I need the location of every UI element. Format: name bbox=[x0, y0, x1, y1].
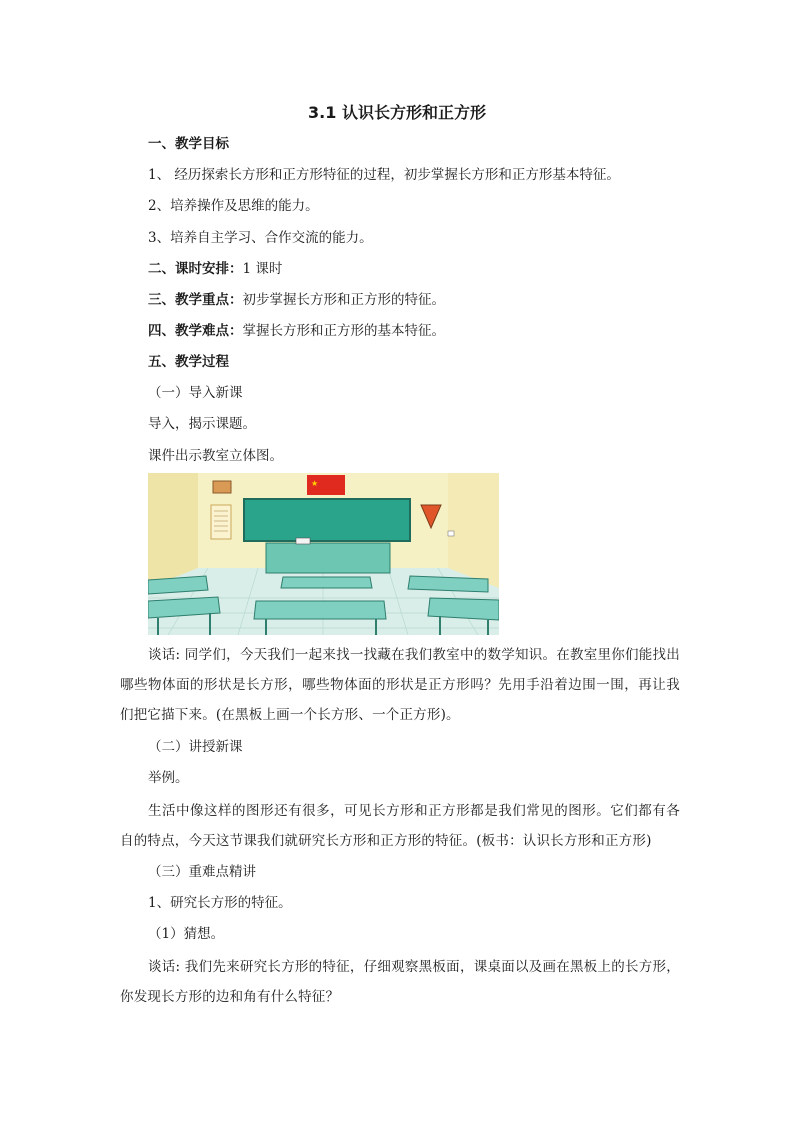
page-title: 3.1 认识长方形和正方形 bbox=[308, 103, 486, 122]
step3-heading: （三）重难点精讲 bbox=[148, 864, 256, 880]
teacher-desk bbox=[266, 543, 390, 573]
clock-frame bbox=[213, 481, 231, 493]
step1-line-1: 导入，揭示课题。 bbox=[148, 416, 256, 432]
blackboard bbox=[244, 499, 410, 541]
focus-value: 初步掌握长方形和正方形的特征。 bbox=[242, 292, 445, 308]
flag-star-icon: ★ bbox=[311, 479, 319, 488]
schedule-line bbox=[148, 259, 282, 279]
light-switch bbox=[448, 531, 454, 536]
goal-item-1: 1、 经历探索长方形和正方形特征的过程，初步掌握长方形和正方形基本特征。 bbox=[148, 167, 620, 183]
schedule-label: 二、课时安排： bbox=[148, 261, 243, 277]
process-heading: 五、教学过程 bbox=[148, 354, 229, 370]
goal-heading: 一、教学目标 bbox=[148, 136, 229, 152]
step3-line-2: （1）猜想。 bbox=[148, 926, 225, 942]
difficulty-line bbox=[148, 321, 445, 341]
step2-line-1: 举例。 bbox=[148, 770, 189, 786]
schedule-value: 1 课时 bbox=[242, 261, 283, 277]
focus-line bbox=[148, 290, 445, 310]
talk-paragraph-1: 谈话: 同学们，今天我们一起来找一找藏在我们教室中的数学知识。在教室里你们能找出哪些物体面的形状是长方形，哪些物体面的形状是正方形吗？先用手沿着边围一围，再让我们把它描下来。(在黑板上画一个长方形、一个正方形)。 bbox=[120, 647, 680, 723]
talk-paragraph-3: 谈话: 我们先来研究长方形的特征，仔细观察黑板面，课桌面以及画在黑板上的长方形，你发现长方形的边和角有什么特征？ bbox=[120, 959, 680, 1005]
left-wall bbox=[148, 473, 198, 588]
desk-box bbox=[296, 538, 310, 544]
difficulty-label: 四、教学难点： bbox=[148, 323, 243, 339]
focus-label: 三、教学重点： bbox=[148, 292, 243, 308]
talk-paragraph-2: 生活中像这样的图形还有很多，可见长方形和正方形都是我们常见的图形。它们都有各自的特点，今天这节课我们就研究长方形和正方形的特征。(板书：认识长方形和正方形) bbox=[120, 803, 680, 849]
step3-line-1: 1、研究长方形的特征。 bbox=[148, 895, 292, 911]
goal-item-2: 2、培养操作及思维的能力。 bbox=[148, 198, 319, 214]
right-wall bbox=[448, 473, 499, 588]
notice-board bbox=[211, 505, 231, 539]
classroom-illustration bbox=[148, 473, 499, 635]
classroom-svg bbox=[148, 473, 499, 635]
step2-heading: （二）讲授新课 bbox=[148, 739, 243, 755]
difficulty-value: 掌握长方形和正方形的基本特征。 bbox=[242, 323, 445, 339]
step1-line-2: 课件出示教室立体图。 bbox=[148, 448, 283, 464]
step1-heading: （一）导入新课 bbox=[148, 385, 243, 401]
goal-item-3: 3、培养自主学习、合作交流的能力。 bbox=[148, 230, 373, 246]
